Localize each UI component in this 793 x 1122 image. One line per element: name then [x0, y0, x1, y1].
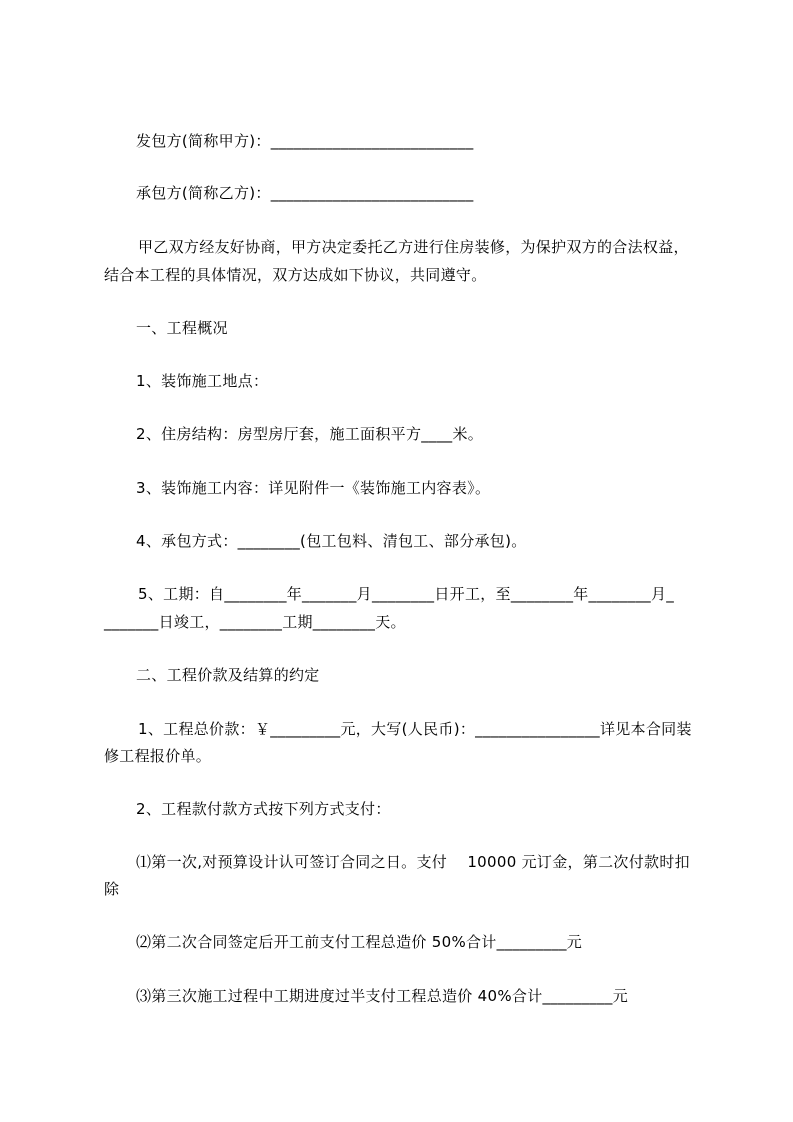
- item-1-5-line-1: 5、工期：自________年_______月________日开工，至________年________月_: [138, 585, 675, 603]
- item-2-1-line-2: 修工程报价单。: [104, 747, 212, 765]
- item-2-2: 2、工程款付款方式按下列方式支付：: [136, 800, 391, 818]
- party-a-line: 发包方(简称甲方)：__________________________: [136, 132, 474, 150]
- payment-2: ⑵第二次合同签定后开工前支付工程总造价 50%合计_________元: [136, 933, 583, 951]
- payment-3: ⑶第三次施工过程中工期进度过半支付工程总造价 40%合计_________元: [136, 987, 629, 1005]
- item-1-2: 2、住房结构：房型房厅套，施工面积平方____米。: [136, 425, 484, 443]
- payment-1-line-2: 除: [104, 880, 120, 898]
- preamble-line-1: 甲乙双方经友好协商，甲方决定委托乙方进行住房装修，为保护双方的合法权益，: [138, 238, 689, 256]
- section-1-heading: 一、工程概况: [136, 319, 228, 337]
- payment-1-line-1: ⑴第一次,对预算设计认可签订合同之日。支付 10000 元订金，第二次付款时扣: [136, 853, 690, 871]
- item-2-1-line-1: 1、工程总价款：￥_________元，大写(人民币)：________________详见本合同装: [138, 720, 692, 738]
- item-1-3: 3、装饰施工内容：详见附件一《装饰施工内容表》。: [136, 479, 491, 497]
- section-2-heading: 二、工程价款及结算的约定: [136, 666, 320, 684]
- item-1-4: 4、承包方式：________(包工包料、清包工、部分承包)。: [136, 532, 527, 550]
- item-1-5-line-2: _______日竣工，________工期________天。: [104, 613, 406, 631]
- party-b-line: 承包方(简称乙方)：__________________________: [136, 184, 474, 202]
- preamble-line-2: 结合本工程的具体情况，双方达成如下协议，共同遵守。: [104, 266, 487, 284]
- item-1-1: 1、装饰施工地点：: [136, 372, 269, 390]
